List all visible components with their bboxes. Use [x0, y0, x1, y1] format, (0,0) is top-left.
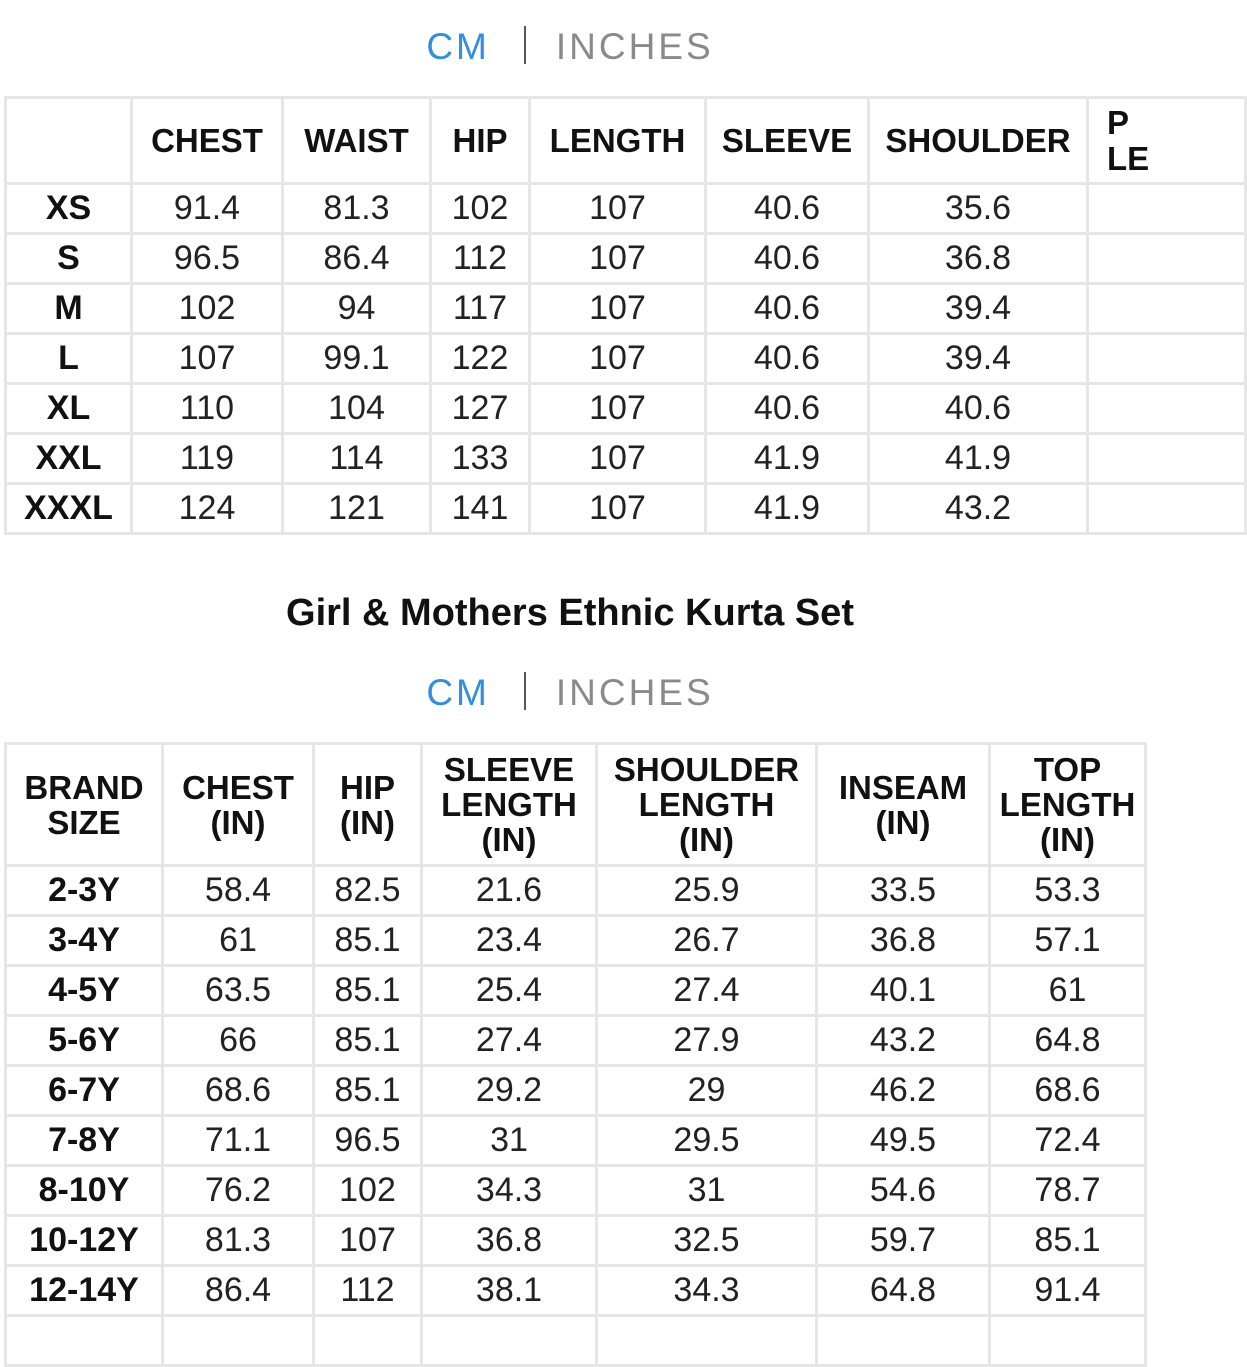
table-row	[6, 1166, 1146, 1216]
size-label: 10-12Y	[6, 1216, 163, 1266]
size-label: 4-5Y	[6, 966, 163, 1016]
table-cell: 124	[132, 484, 283, 534]
table-cell: 96.5	[314, 1116, 422, 1166]
column-header: WAIST	[283, 98, 431, 184]
table-cell: 104	[283, 384, 431, 434]
column-header-cut-off: P LE	[1088, 98, 1246, 184]
table-cell: 36.8	[817, 916, 990, 966]
column-header: CHEST (IN)	[163, 744, 314, 866]
table-cell: 46.2	[817, 1066, 990, 1116]
table-row	[6, 1016, 1146, 1066]
table-cell: 85.1	[990, 1216, 1146, 1266]
table-cell: 85.1	[314, 916, 422, 966]
table-cell: 107	[530, 184, 706, 234]
table-cell	[1088, 434, 1246, 484]
table-cell: 99.1	[283, 334, 431, 384]
column-header: SLEEVE	[706, 98, 869, 184]
table-cell: 38.1	[422, 1266, 597, 1316]
table-cell: 27.9	[597, 1016, 817, 1066]
table-cell: 26.7	[597, 916, 817, 966]
table-row	[6, 916, 1146, 966]
table-cell	[1088, 484, 1246, 534]
table-cell: 40.6	[706, 284, 869, 334]
table-cell	[1088, 284, 1246, 334]
table-cell: 85.1	[314, 1066, 422, 1116]
table-cell: 133	[431, 434, 530, 484]
size-label: XXXL	[6, 484, 132, 534]
table-cell: 35.6	[869, 184, 1088, 234]
table-cell: 68.6	[163, 1066, 314, 1116]
table-cell: 107	[530, 434, 706, 484]
table-cell: 58.4	[163, 866, 314, 916]
size-label: XL	[6, 384, 132, 434]
table-cell	[1088, 384, 1246, 434]
table-cell: 34.3	[597, 1266, 817, 1316]
table-cell: 40.6	[869, 384, 1088, 434]
unit-toggle-2	[0, 670, 1140, 716]
table-row	[6, 1066, 1146, 1116]
unit-cm-button[interactable]: CM	[426, 26, 490, 67]
table-row	[6, 484, 1246, 534]
size-chart-table-1	[4, 96, 1247, 535]
table-cell	[422, 1316, 597, 1366]
size-label: XXL	[6, 434, 132, 484]
column-header: HIP (IN)	[314, 744, 422, 866]
table-cell: 27.4	[422, 1016, 597, 1066]
size-chart-1-container[interactable]	[4, 96, 1150, 536]
table-cell: 36.8	[869, 234, 1088, 284]
size-label: 12-14Y	[6, 1266, 163, 1316]
table-cell	[817, 1316, 990, 1366]
table-header-row	[6, 98, 1246, 184]
table-cell: 41.9	[869, 434, 1088, 484]
table-cell: 107	[530, 234, 706, 284]
table-cell: 23.4	[422, 916, 597, 966]
table-cell: 43.2	[817, 1016, 990, 1066]
table-cell: 94	[283, 284, 431, 334]
table-cell: 91.4	[132, 184, 283, 234]
table-cell: 25.9	[597, 866, 817, 916]
unit-separator	[524, 26, 526, 64]
table-cell: 76.2	[163, 1166, 314, 1216]
column-header: SHOULDER LENGTH (IN)	[597, 744, 817, 866]
table-row	[6, 334, 1246, 384]
table-cell: 114	[283, 434, 431, 484]
table-cell: 57.1	[990, 916, 1146, 966]
column-header: BRAND SIZE	[6, 744, 163, 866]
table-cell	[1088, 234, 1246, 284]
table-cell: 40.6	[706, 184, 869, 234]
table-cell: 39.4	[869, 334, 1088, 384]
table-cell: 21.6	[422, 866, 597, 916]
size-chart-table-2	[4, 742, 1147, 1367]
table-cell: 68.6	[990, 1066, 1146, 1116]
table-cell	[1088, 184, 1246, 234]
size-label: M	[6, 284, 132, 334]
table-cell: 61	[163, 916, 314, 966]
table-cell: 40.1	[817, 966, 990, 1016]
table-cell: 107	[314, 1216, 422, 1266]
table-cell: 59.7	[817, 1216, 990, 1266]
table-row	[6, 384, 1246, 434]
unit-inches-button[interactable]: INCHES	[555, 26, 714, 67]
table-cell: 31	[597, 1166, 817, 1216]
table-cell: 102	[431, 184, 530, 234]
table-cell: 40.6	[706, 334, 869, 384]
column-header: CHEST	[132, 98, 283, 184]
table-cell: 32.5	[597, 1216, 817, 1266]
table-cell: 43.2	[869, 484, 1088, 534]
unit-toggle-1	[0, 24, 1140, 70]
table-cell: 110	[132, 384, 283, 434]
unit-cm-button[interactable]: CM	[426, 672, 490, 713]
table-cell: 64.8	[817, 1266, 990, 1316]
table-row	[6, 966, 1146, 1016]
size-label	[6, 1316, 163, 1366]
table-cell: 78.7	[990, 1166, 1146, 1216]
column-header	[6, 98, 132, 184]
table-cell: 36.8	[422, 1216, 597, 1266]
table-cell: 107	[132, 334, 283, 384]
size-label: 7-8Y	[6, 1116, 163, 1166]
table-cell: 85.1	[314, 1016, 422, 1066]
table-cell: 121	[283, 484, 431, 534]
table-cell: 86.4	[163, 1266, 314, 1316]
table-cell	[990, 1316, 1146, 1366]
unit-inches-button[interactable]: INCHES	[555, 672, 714, 713]
table-row	[6, 434, 1246, 484]
table-row-partial	[6, 1316, 1146, 1366]
table-row	[6, 1216, 1146, 1266]
table-cell: 49.5	[817, 1116, 990, 1166]
table-cell: 82.5	[314, 866, 422, 916]
size-label: S	[6, 234, 132, 284]
table-row	[6, 184, 1246, 234]
table-cell: 117	[431, 284, 530, 334]
table-cell: 29.5	[597, 1116, 817, 1166]
table-cell	[597, 1316, 817, 1366]
table-row	[6, 1116, 1146, 1166]
size-label: 3-4Y	[6, 916, 163, 966]
size-label: L	[6, 334, 132, 384]
table-cell: 41.9	[706, 484, 869, 534]
size-label: 2-3Y	[6, 866, 163, 916]
table-cell: 40.6	[706, 384, 869, 434]
table-cell: 29.2	[422, 1066, 597, 1116]
column-header: LENGTH	[530, 98, 706, 184]
table-cell: 127	[431, 384, 530, 434]
table-row	[6, 284, 1246, 334]
table-cell: 112	[314, 1266, 422, 1316]
table-cell: 107	[530, 384, 706, 434]
unit-separator	[524, 672, 526, 710]
table-cell: 102	[132, 284, 283, 334]
table-cell: 25.4	[422, 966, 597, 1016]
size-label: 8-10Y	[6, 1166, 163, 1216]
table-cell: 54.6	[817, 1166, 990, 1216]
table-cell: 53.3	[990, 866, 1146, 916]
size-chart-2-container[interactable]	[4, 742, 1140, 1324]
table-row	[6, 234, 1246, 284]
table-cell: 81.3	[283, 184, 431, 234]
table-cell: 29	[597, 1066, 817, 1116]
section-title: Girl & Mothers Ethnic Kurta Set	[286, 592, 854, 634]
table-cell	[163, 1316, 314, 1366]
size-label: 6-7Y	[6, 1066, 163, 1116]
table-cell: 27.4	[597, 966, 817, 1016]
table-row	[6, 1266, 1146, 1316]
table-cell: 107	[530, 284, 706, 334]
table-cell: 91.4	[990, 1266, 1146, 1316]
table-cell: 122	[431, 334, 530, 384]
table-cell: 63.5	[163, 966, 314, 1016]
table-cell: 112	[431, 234, 530, 284]
table-cell: 107	[530, 484, 706, 534]
table-cell: 85.1	[314, 966, 422, 1016]
table-cell: 102	[314, 1166, 422, 1216]
table-header-row	[6, 744, 1146, 866]
column-header: HIP	[431, 98, 530, 184]
size-label: 5-6Y	[6, 1016, 163, 1066]
column-header: SHOULDER	[869, 98, 1088, 184]
size-label: XS	[6, 184, 132, 234]
column-header: INSEAM (IN)	[817, 744, 990, 866]
table-cell: 107	[530, 334, 706, 384]
table-cell: 66	[163, 1016, 314, 1066]
table-cell: 71.1	[163, 1116, 314, 1166]
table-cell: 86.4	[283, 234, 431, 284]
table-cell: 81.3	[163, 1216, 314, 1266]
table-cell: 40.6	[706, 234, 869, 284]
table-cell: 72.4	[990, 1116, 1146, 1166]
table-cell: 33.5	[817, 866, 990, 916]
table-cell: 61	[990, 966, 1146, 1016]
table-cell: 64.8	[990, 1016, 1146, 1066]
table-row	[6, 866, 1146, 916]
table-cell: 141	[431, 484, 530, 534]
table-cell: 34.3	[422, 1166, 597, 1216]
column-header: TOP LENGTH (IN)	[990, 744, 1146, 866]
table-cell: 96.5	[132, 234, 283, 284]
table-cell: 119	[132, 434, 283, 484]
table-cell	[1088, 334, 1246, 384]
table-cell: 41.9	[706, 434, 869, 484]
table-cell	[314, 1316, 422, 1366]
table-cell: 31	[422, 1116, 597, 1166]
column-header: SLEEVE LENGTH (IN)	[422, 744, 597, 866]
table-cell: 39.4	[869, 284, 1088, 334]
